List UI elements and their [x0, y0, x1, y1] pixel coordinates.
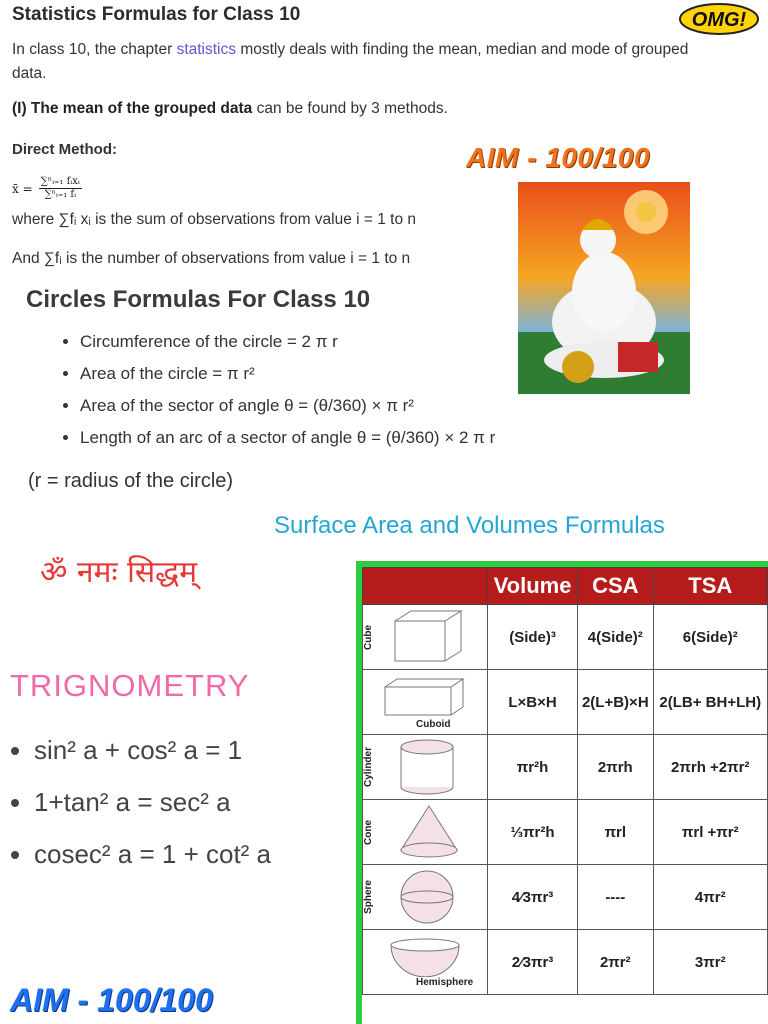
- shape-label: Cone: [363, 819, 374, 845]
- trig-list: [0, 728, 271, 884]
- volume-cell: L×B×H: [488, 670, 578, 735]
- csa-cell: 2πr²: [578, 930, 653, 995]
- where-line: where ∑fᵢ xᵢ is the sum of observations from value i = 1 to n: [12, 211, 417, 228]
- shape-cell: [363, 605, 488, 670]
- shape-label: Cube: [363, 624, 374, 650]
- table-header-shape: [363, 568, 488, 605]
- omg-text: OMG!: [691, 9, 747, 31]
- mean-heading: [12, 100, 448, 118]
- volume-cell: πr²h: [488, 735, 578, 800]
- shape-cell: [363, 865, 488, 930]
- sphere-icon: [381, 867, 481, 927]
- shape-cell: [363, 930, 488, 995]
- tsa-cell: 6(Side)²: [653, 605, 767, 670]
- list-item: • sin² a + cos² a = 1: [34, 728, 271, 780]
- volume-cell: (Side)³: [488, 605, 578, 670]
- list-item: • Area of the sector of angle θ = (θ/360) × π r²: [80, 390, 495, 422]
- statistics-title: Statistics Formulas for Class 10: [12, 4, 301, 25]
- formula-lhs: x̄ =: [12, 181, 33, 196]
- mean-formula: [12, 176, 82, 201]
- shape-cell: [363, 735, 488, 800]
- table-row: [363, 800, 768, 865]
- aim-top-banner: AIM - 100/100: [466, 142, 650, 173]
- aim-bottom-banner: AIM - 100/100: [10, 982, 213, 1018]
- tsa-cell: 4πr²: [653, 865, 767, 930]
- om-namah-text: ॐ नमः सिद्धम्: [40, 555, 198, 590]
- csa-cell: ----: [578, 865, 653, 930]
- hemisphere-icon: [375, 937, 475, 977]
- surface-title: Surface Area and Volumes Formulas: [274, 512, 665, 539]
- mean-heading-bold: (I) The mean of the grouped data: [12, 100, 253, 117]
- statistics-link[interactable]: statistics: [176, 41, 237, 58]
- table-header: TSA: [653, 568, 767, 605]
- shape-cell: [363, 800, 488, 865]
- table-row: [363, 930, 768, 995]
- shape-label: Cuboid: [416, 718, 451, 730]
- surface-table-inner: [362, 567, 768, 1024]
- shape-label: Hemisphere: [416, 976, 474, 988]
- intro-text-post: mostly deals with finding the mean, median and mode of grouped data.: [12, 41, 689, 82]
- formula-fraction: [39, 176, 82, 201]
- table-header-row: [363, 568, 768, 605]
- surface-table: [362, 567, 768, 995]
- table-row: [363, 735, 768, 800]
- tsa-cell: 2πrh +2πr²: [653, 735, 767, 800]
- and-line: And ∑fᵢ is the number of observations from value i = 1 to n: [12, 250, 411, 267]
- tsa-cell: 3πr²: [653, 930, 767, 995]
- list-item: • Circumference of the circle = 2 π r: [80, 326, 495, 358]
- formula-numerator: ∑ⁿᵢ₌₁ fᵢxᵢ: [40, 176, 80, 187]
- list-item: • Area of the circle = π r²: [80, 358, 495, 390]
- omg-logo: [678, 2, 760, 36]
- circles-title: Circles Formulas For Class 10: [26, 286, 371, 313]
- formula-denominator: ∑ⁿᵢ₌₁ fᵢ: [44, 189, 77, 200]
- radius-note: (r = radius of the circle): [28, 470, 234, 492]
- trig-title: TRIGNOMETRY: [10, 668, 250, 703]
- volume-cell: ⅓πr²h: [488, 800, 578, 865]
- tsa-cell: 2(LB+ BH+LH): [653, 670, 767, 735]
- volume-cell: 4⁄3πr³: [488, 865, 578, 930]
- circles-list: [58, 326, 495, 454]
- table-header: Volume: [488, 568, 578, 605]
- cone-icon: [381, 802, 481, 862]
- table-header: CSA: [578, 568, 653, 605]
- cylinder-icon: [381, 737, 481, 797]
- shape-label: Cylinder: [363, 746, 374, 787]
- statistics-intro: [12, 38, 712, 86]
- surface-table-frame: [356, 561, 768, 1024]
- cuboid-icon: [375, 675, 475, 719]
- csa-cell: 2(L+B)×H: [578, 670, 653, 735]
- mean-heading-rest: can be found by 3 methods.: [252, 100, 448, 117]
- volume-cell: 2⁄3πr³: [488, 930, 578, 995]
- intro-text-pre: In class 10, the chapter: [12, 41, 177, 58]
- table-row: [363, 865, 768, 930]
- csa-cell: 2πrh: [578, 735, 653, 800]
- list-item: • Length of an arc of a sector of angle θ = (θ/360) × 2 π r: [80, 422, 495, 454]
- table-row: [363, 670, 768, 735]
- shape-label: Sphere: [363, 880, 374, 914]
- shape-cell: [363, 670, 488, 735]
- list-item: • cosec² a = 1 + cot² a: [34, 832, 271, 884]
- tsa-cell: πrl +πr²: [653, 800, 767, 865]
- list-item: • 1+tan² a = sec² a: [34, 780, 271, 832]
- table-row: [363, 605, 768, 670]
- deity-picture: [518, 182, 690, 394]
- cube-icon: [381, 607, 481, 667]
- direct-method-label: Direct Method:: [12, 141, 117, 158]
- csa-cell: πrl: [578, 800, 653, 865]
- csa-cell: 4(Side)²: [578, 605, 653, 670]
